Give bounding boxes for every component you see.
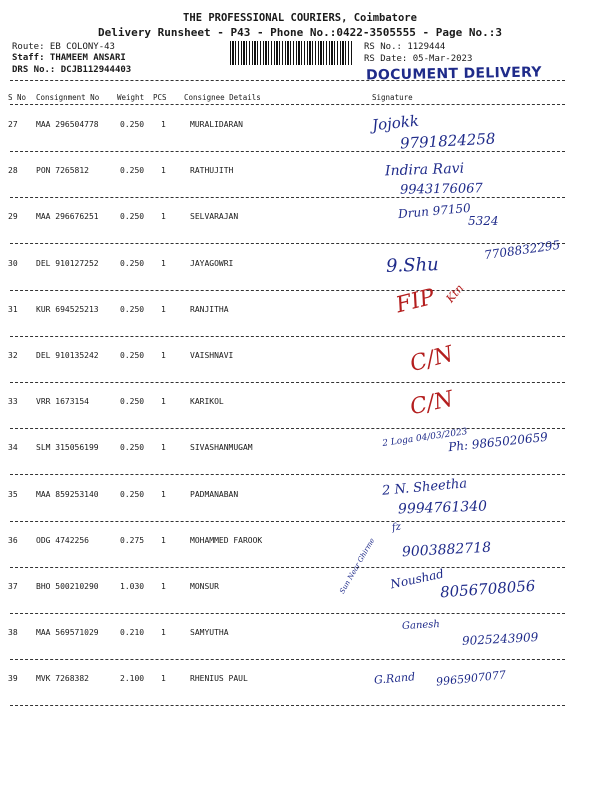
row-sno: 34 — [8, 443, 18, 452]
handwritten-signature: 9.Shu — [385, 254, 440, 277]
row-consignment-no: VRR 1673154 — [36, 397, 89, 406]
col-sno: S No — [8, 93, 27, 102]
row-pcs: 1 — [161, 628, 166, 637]
row-divider — [10, 521, 565, 522]
row-sno: 32 — [8, 351, 18, 360]
handwritten-signature: Jojokk — [371, 111, 420, 135]
row-divider — [10, 197, 565, 198]
handwritten-signature: 2 Loga 04/03/2023 — [381, 427, 469, 449]
row-consignee: KARIKOL — [190, 397, 224, 406]
document-delivery-stamp: DOCUMENT DELIVERY — [365, 64, 542, 84]
handwritten-signature: Ganesh — [401, 619, 441, 632]
runsheet-subtitle: Delivery Runsheet - P43 - Phone No.:0422-3505555 - Page No.:3 — [98, 26, 502, 39]
company-title: THE PROFESSIONAL COURIERS, Coimbatore — [183, 12, 417, 24]
row-consignee: MURALIDARAN — [190, 120, 243, 129]
row-pcs: 1 — [161, 397, 166, 406]
row-sno: 38 — [8, 628, 18, 637]
row-weight: 0.275 — [120, 536, 145, 545]
row-pcs: 1 — [161, 582, 166, 591]
handwritten-signature: fz — [391, 521, 402, 534]
handwritten-note: Ktn — [443, 281, 467, 306]
row-consignment-no: BHO 500210290 — [36, 582, 99, 591]
handwritten-signature: FIP — [393, 284, 438, 319]
row-sno: 39 — [8, 674, 18, 683]
handwritten-signature: G.Rand — [373, 670, 416, 687]
col-weight: Weight — [117, 93, 145, 102]
row-sno: 37 — [8, 582, 18, 591]
handwritten-note: 9965907077 — [435, 668, 507, 689]
row-sno: 35 — [8, 490, 18, 499]
row-sno: 28 — [8, 166, 18, 175]
row-consignee: JAYAGOWRI — [190, 259, 234, 268]
handwritten-signature: Noushad — [389, 566, 446, 592]
row-consignment-no: SLM 315056199 — [36, 443, 99, 452]
handwritten-note: 9003882718 — [401, 539, 492, 561]
row-divider — [10, 290, 565, 291]
row-pcs: 1 — [161, 490, 166, 499]
row-consignment-no: MAA 859253140 — [36, 490, 99, 499]
row-weight: 0.250 — [120, 443, 145, 452]
row-weight: 0.250 — [120, 351, 145, 360]
row-sno: 30 — [8, 259, 18, 268]
row-consignee: VAISHNAVI — [190, 351, 234, 360]
row-weight: 0.250 — [120, 397, 145, 406]
row-consignment-no: MAA 296504778 — [36, 120, 99, 129]
row-consignee: PADMANABAN — [190, 490, 239, 499]
row-pcs: 1 — [161, 351, 166, 360]
row-divider — [10, 659, 565, 660]
row-consignment-no: MVK 7268382 — [36, 674, 89, 683]
drs-number: DRS No.: DCJB112944403 — [12, 65, 132, 75]
row-pcs: 1 — [161, 536, 166, 545]
row-divider — [10, 567, 565, 568]
row-sno: 29 — [8, 212, 18, 221]
row-consignment-no: MAA 296676251 — [36, 212, 99, 221]
row-divider — [10, 705, 565, 706]
handwritten-note: 9994761340 — [397, 498, 488, 518]
row-pcs: 1 — [161, 259, 166, 268]
row-divider — [10, 151, 565, 152]
row-weight: 0.250 — [120, 305, 145, 314]
col-signature: Signature — [372, 93, 413, 102]
barcode — [230, 41, 352, 65]
row-consignment-no: MAA 569571029 — [36, 628, 99, 637]
row-weight: 0.250 — [120, 490, 145, 499]
row-consignment-no: ODG 4742256 — [36, 536, 89, 545]
row-consignee: SELVARAJAN — [190, 212, 239, 221]
row-divider — [10, 428, 565, 429]
row-pcs: 1 — [161, 166, 166, 175]
handwritten-note: 9025243909 — [461, 630, 539, 648]
handwritten-signature: Drun 97150 — [397, 200, 472, 222]
rs-number: RS No.: 1129444 — [364, 42, 446, 52]
handwritten-note: 8056708056 — [439, 576, 536, 602]
row-consignee: RATHUJITH — [190, 166, 234, 175]
row-pcs: 1 — [161, 212, 166, 221]
row-pcs: 1 — [161, 674, 166, 683]
row-weight: 1.030 — [120, 582, 145, 591]
rs-date: RS Date: 05-Mar-2023 — [364, 54, 473, 64]
handwritten-note: Ph: 9865020659 — [447, 429, 549, 455]
row-sno: 31 — [8, 305, 18, 314]
row-pcs: 1 — [161, 120, 166, 129]
row-sno: 33 — [8, 397, 18, 406]
row-pcs: 1 — [161, 443, 166, 452]
row-consignee: RANJITHA — [190, 305, 229, 314]
row-consignment-no: DEL 910135242 — [36, 351, 99, 360]
handwritten-signature: C/N — [407, 386, 456, 421]
row-divider — [10, 243, 565, 244]
row-divider — [10, 336, 565, 337]
row-consignee: MOHAMMED FAROOK — [190, 536, 263, 545]
row-weight: 0.250 — [120, 166, 145, 175]
row-divider — [10, 382, 565, 383]
row-weight: 0.250 — [120, 259, 145, 268]
handwritten-note: 9791824258 — [399, 129, 496, 153]
row-consignee: SAMYUTHA — [190, 628, 229, 637]
row-divider — [10, 474, 565, 475]
row-consignee: MONSUR — [190, 582, 219, 591]
col-consignment: Consignment No — [36, 93, 100, 102]
handwritten-note: Sun Near Ghirme — [338, 536, 377, 596]
row-weight: 0.210 — [120, 628, 145, 637]
handwritten-note: 5324 — [468, 214, 499, 228]
handwritten-note: 9943176067 — [399, 181, 483, 198]
row-pcs: 1 — [161, 305, 166, 314]
row-consignee: RHENIUS PAUL — [190, 674, 248, 683]
row-weight: 0.250 — [120, 120, 145, 129]
handwritten-signature: C/N — [407, 341, 456, 378]
row-consignment-no: DEL 910127252 — [36, 259, 99, 268]
row-sno: 27 — [8, 120, 18, 129]
handwritten-signature: Indira Ravi — [384, 160, 465, 180]
header-divider-bottom — [10, 104, 565, 105]
handwritten-note: 7708832295 — [483, 237, 561, 263]
route-label: Route: EB COLONY-43 — [12, 42, 115, 52]
header-divider — [10, 80, 565, 81]
col-consignee: Consignee Details — [184, 93, 261, 102]
row-consignment-no: KUR 694525213 — [36, 305, 99, 314]
col-pcs: PCS — [153, 93, 167, 102]
row-sno: 36 — [8, 536, 18, 545]
row-weight: 2.100 — [120, 674, 145, 683]
row-consignee: SIVASHANMUGAM — [190, 443, 253, 452]
row-divider — [10, 613, 565, 614]
staff-label: Staff: THAMEEM ANSARI — [12, 53, 126, 63]
row-consignment-no: PON 7265812 — [36, 166, 89, 175]
handwritten-signature: 2 N. Sheetha — [381, 476, 468, 499]
row-weight: 0.250 — [120, 212, 145, 221]
